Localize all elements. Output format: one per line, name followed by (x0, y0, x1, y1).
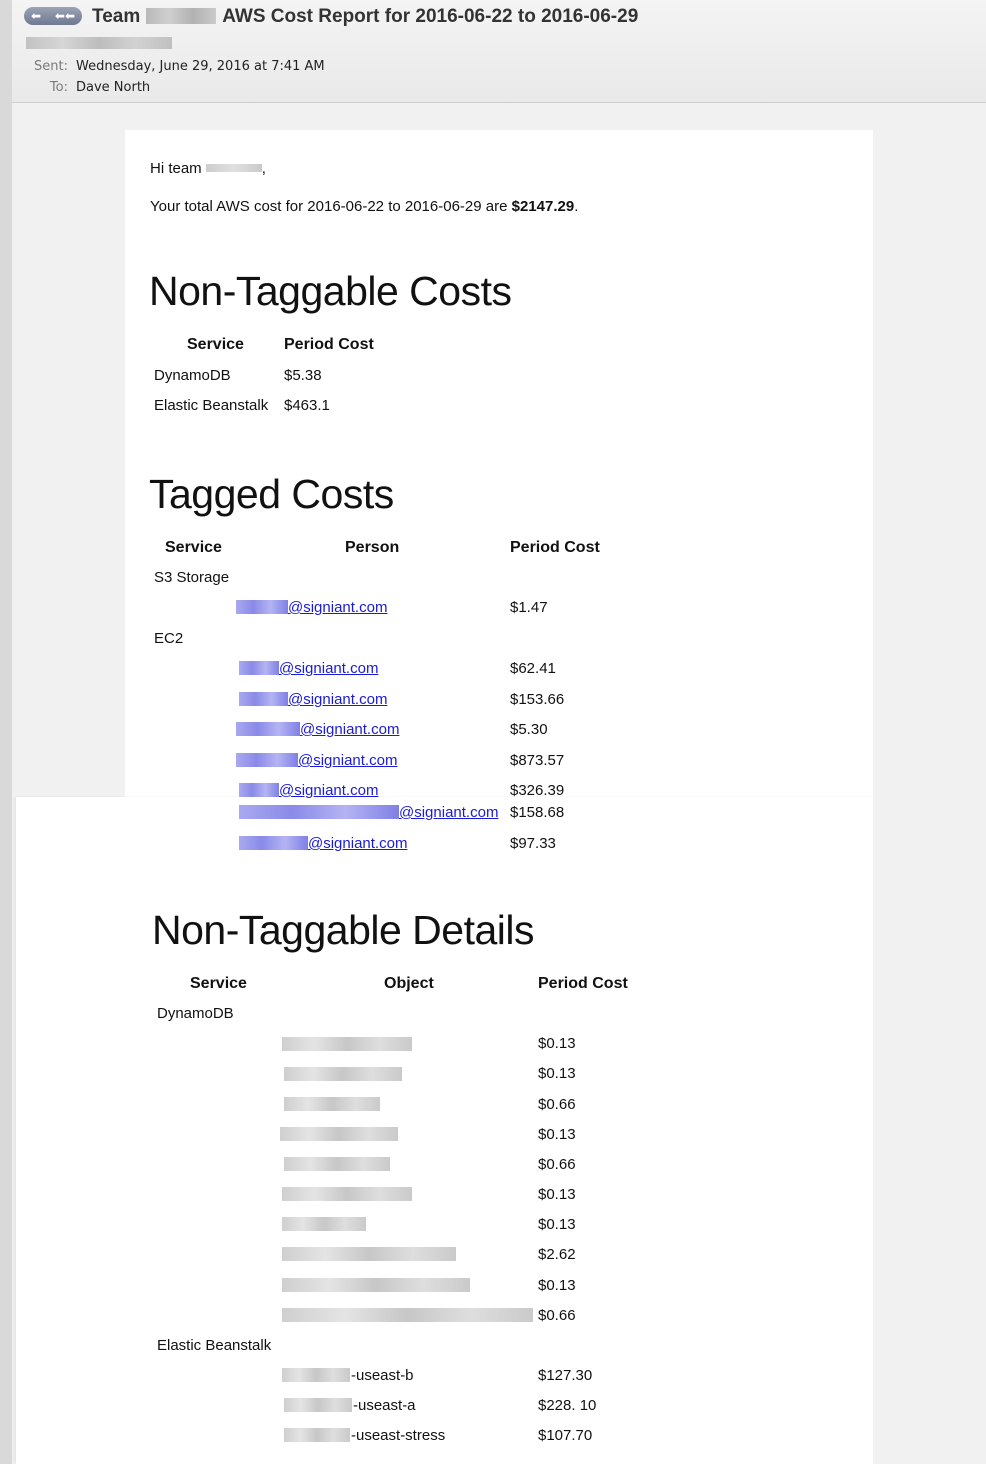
object-cell: -useast-b (282, 1367, 414, 1384)
redacted-object (284, 1067, 402, 1086)
table-cell-cost: $127.30 (538, 1367, 593, 1384)
object-cell: -useast-stress (284, 1427, 445, 1444)
table-cell-cost: $5.30 (510, 721, 548, 738)
mail-window (12, 0, 986, 1464)
to-label: To: (49, 80, 68, 95)
redacted-object (280, 1127, 398, 1146)
table-cell-cost: $0.13 (538, 1126, 576, 1143)
person-cell (236, 721, 399, 739)
table-cell-cost: $873.57 (510, 752, 565, 769)
to-row (12, 80, 150, 95)
table-cell-cost: $326.39 (510, 782, 565, 799)
subject-suffix: AWS Cost Report for 2016-06-22 to 2016-06-29 (222, 6, 639, 27)
redacted-object (282, 1247, 456, 1266)
redacted-team-name (146, 8, 216, 24)
reply-arrow-icon[interactable]: ⬅ (30, 9, 42, 23)
person-email-link[interactable]: @signiant.com (288, 599, 388, 616)
non-taggable-details-title: Non-Taggable Details (152, 907, 535, 953)
summary-line: Your total AWS cost for 2016-06-22 to 2016-06-29 are $2147.29. (150, 198, 579, 215)
col-header-period-cost: Period Cost (510, 539, 600, 556)
report-body-lower (16, 797, 873, 1464)
greeting: Hi team , (150, 160, 266, 177)
total-cost: $2147.29 (511, 198, 575, 215)
table-cell-cost: $0.13 (538, 1277, 576, 1294)
col-header-person: Person (345, 539, 400, 556)
table-cell-cost: $0.13 (538, 1065, 576, 1082)
col-header-service: Service (165, 539, 222, 556)
person-cell (236, 752, 397, 770)
sent-label: Sent: (34, 59, 68, 74)
col-header-period-cost: Period Cost (538, 975, 628, 992)
table-cell-cost: $0.66 (538, 1156, 576, 1173)
group-service-label: DynamoDB (157, 1005, 234, 1022)
redacted-email-user (239, 805, 399, 819)
person-cell (239, 782, 378, 800)
redacted-object (282, 1278, 470, 1297)
reply-forward-control[interactable] (24, 7, 82, 25)
redacted-email-user (239, 836, 308, 850)
redacted-object-prefix (284, 1428, 350, 1442)
redacted-object (282, 1217, 366, 1236)
person-email-link[interactable]: @signiant.com (279, 660, 379, 677)
redacted-email-user (239, 783, 279, 797)
table-cell-cost: $5.38 (284, 367, 322, 384)
message-subject (92, 6, 638, 28)
sent-row (12, 59, 325, 74)
table-cell-cost: $1.47 (510, 599, 548, 616)
group-service-label: Elastic Beanstalk (157, 1337, 272, 1354)
table-cell-service: DynamoDB (154, 367, 231, 384)
col-header-service: Service (190, 975, 247, 992)
redacted-object (282, 1308, 533, 1327)
redacted-email-user (236, 753, 298, 767)
col-header-period-cost: Period Cost (284, 336, 374, 353)
redacted-object-prefix (284, 1398, 352, 1412)
table-cell-cost: $0.66 (538, 1096, 576, 1113)
table-cell-cost: $463.1 (284, 397, 330, 414)
redacted-object-prefix (282, 1368, 350, 1382)
group-service-label: S3 Storage (154, 569, 230, 586)
redacted-team-name (206, 164, 262, 172)
person-cell (236, 599, 387, 617)
table-cell-cost: $158.68 (510, 804, 565, 821)
redacted-sender (26, 37, 172, 49)
reply-all-icon[interactable]: ⬅⬅ (54, 9, 76, 23)
object-cell: -useast-a (284, 1397, 416, 1414)
redacted-email-user (239, 661, 279, 675)
redacted-object (282, 1037, 412, 1056)
redacted-email-user (239, 692, 288, 706)
table-cell-cost: $0.13 (538, 1035, 576, 1052)
group-service-label: EC2 (154, 630, 184, 647)
table-cell-service: Elastic Beanstalk (154, 397, 269, 414)
person-email-link[interactable]: @signiant.com (288, 691, 388, 708)
table-cell-cost: $2.62 (538, 1246, 576, 1263)
person-cell (239, 835, 407, 853)
redacted-object (284, 1157, 390, 1176)
table-cell-cost: $62.41 (510, 660, 556, 677)
person-email-link[interactable]: @signiant.com (308, 835, 408, 852)
table-cell-cost: $153.66 (510, 691, 565, 708)
redacted-email-user (236, 722, 300, 736)
person-email-link[interactable]: @signiant.com (298, 752, 398, 769)
tagged-costs-title: Tagged Costs (149, 471, 394, 517)
person-cell (239, 804, 498, 822)
table-cell-cost: $107.70 (538, 1427, 593, 1444)
redacted-email-user (236, 600, 288, 614)
col-header-service: Service (187, 336, 244, 353)
redacted-object (284, 1097, 380, 1116)
person-cell (239, 691, 387, 709)
table-cell-cost: $97.33 (510, 835, 556, 852)
message-header (12, 0, 986, 103)
person-email-link[interactable]: @signiant.com (300, 721, 400, 738)
table-cell-cost: $0.13 (538, 1216, 576, 1233)
non-taggable-costs-title: Non-Taggable Costs (149, 268, 512, 314)
sent-value: Wednesday, June 29, 2016 at 7:41 AM (76, 59, 325, 74)
table-cell-cost: $0.13 (538, 1186, 576, 1203)
person-email-link[interactable]: @signiant.com (399, 804, 499, 821)
subject-prefix: Team (92, 6, 141, 27)
person-email-link[interactable]: @signiant.com (279, 782, 379, 799)
table-cell-cost: $0.66 (538, 1307, 576, 1324)
col-header-object: Object (384, 975, 434, 992)
to-value[interactable]: Dave North (76, 80, 151, 95)
redacted-object (282, 1187, 412, 1206)
table-cell-cost: $228. 10 (538, 1397, 597, 1414)
person-cell (239, 660, 378, 678)
